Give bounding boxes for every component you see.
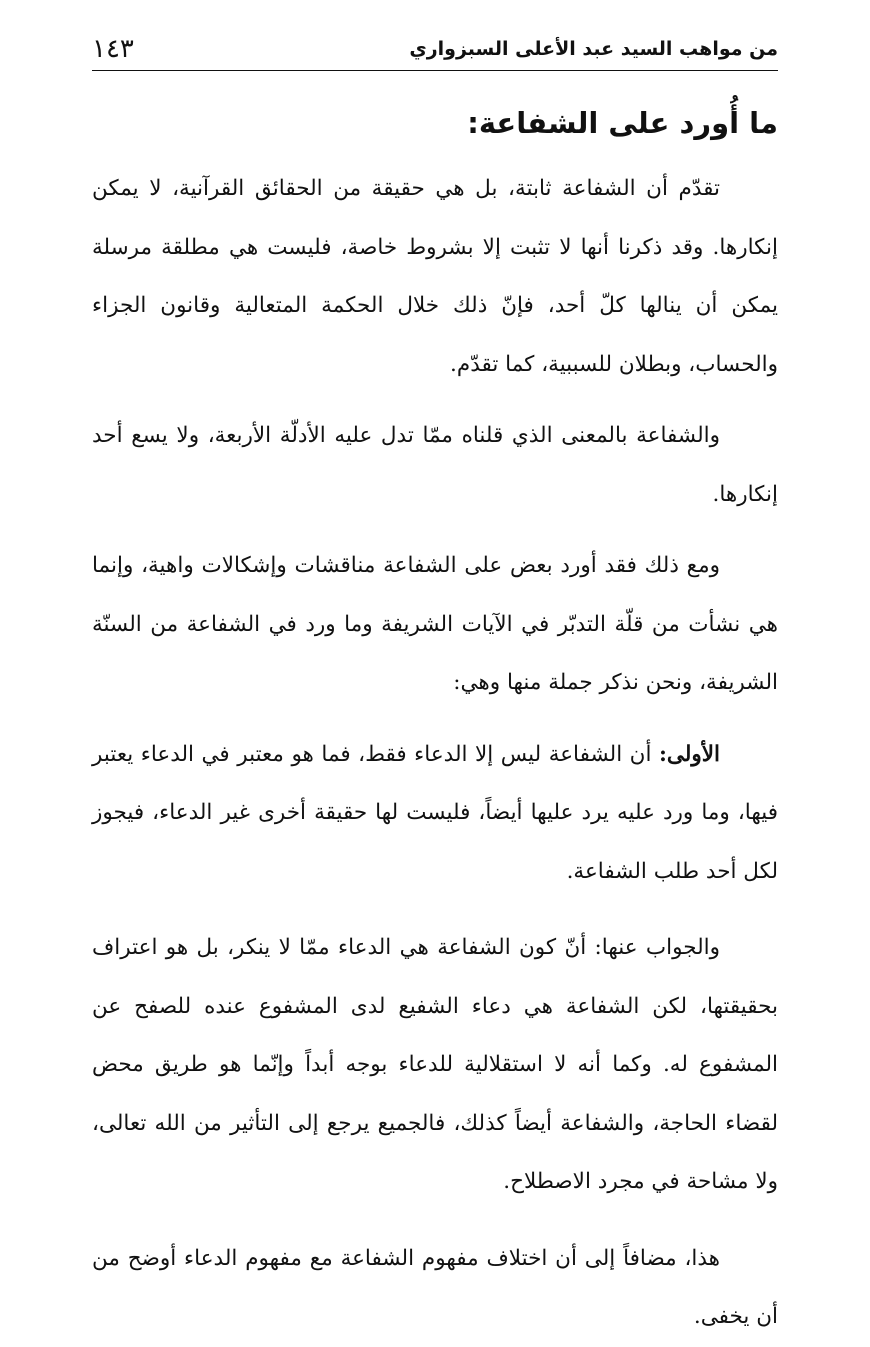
running-title: من مواهب السيد عبد الأعلى السبزواري xyxy=(409,38,778,60)
paragraph-2: والشفاعة بالمعنى الذي قلناه ممّا تدل عليه الأدلّة الأربعة، ولا يسع أحد إنكارها. xyxy=(92,423,778,507)
body-text xyxy=(92,160,778,1347)
paragraph-4 xyxy=(92,726,778,902)
running-header xyxy=(92,34,778,71)
paragraph-3: ومع ذلك فقد أورد بعض على الشفاعة مناقشات وإشكالات واهية، وإنما هي نشأت من قلّة التدبّر في الآيات الشريفة وما ورد في الشفاعة من السنّة الشريفة، ونحن نذكر جملة منها وهي: xyxy=(92,553,778,695)
paragraph-5: والجواب عنها: أنّ كون الشفاعة هي الدعاء ممّا لا ينكر، بل هو اعتراف بحقيقتها، لكن الشفاعة هي دعاء الشفيع لدى المشفوع عنده للصفح عن المشفوع له. وكما أنه لا استقلالية للدعاء بوجه أبداً وإنّما هو طريق محض لقضاء الحاجة، والشفاعة أيضاً كذلك، فالجميع يرجع إلى التأثير من الله تعالى، ولا مشاحة في مجرد الاصطلاح. xyxy=(92,935,778,1194)
section-heading: ما أُورد على الشفاعة: xyxy=(467,106,778,140)
paragraph-4-text: أن الشفاعة ليس إلا الدعاء فقط، فما هو معتبر في الدعاء يعتبر فيها، وما ورد عليه يرد عليها أيضاً، فليست لها حقيقة أخرى غير الدعاء، فيجوز لكل أحد طلب الشفاعة. xyxy=(92,741,778,884)
paragraph-6: هذا، مضافاً إلى أن اختلاف مفهوم الشفاعة مع مفهوم الدعاء أوضح من أن يخفى. xyxy=(92,1245,778,1329)
paragraph-1: تقدّم أن الشفاعة ثابتة، بل هي حقيقة من الحقائق القرآنية، لا يمكن إنكارها. وقد ذكرنا أنها لا تثبت إلا بشروط خاصة، فليست هي مطلقة مرسلة يمكن أن ينالها كلّ أحد، فإنّ ذلك خلال الحكمة المتعالية وقانون الجزاء والحساب، وبطلان للسببية، كما تقدّم. xyxy=(92,176,778,377)
page-number: ١٤٣ xyxy=(92,34,134,64)
paragraph-4-lead: الأولى: xyxy=(658,741,720,767)
